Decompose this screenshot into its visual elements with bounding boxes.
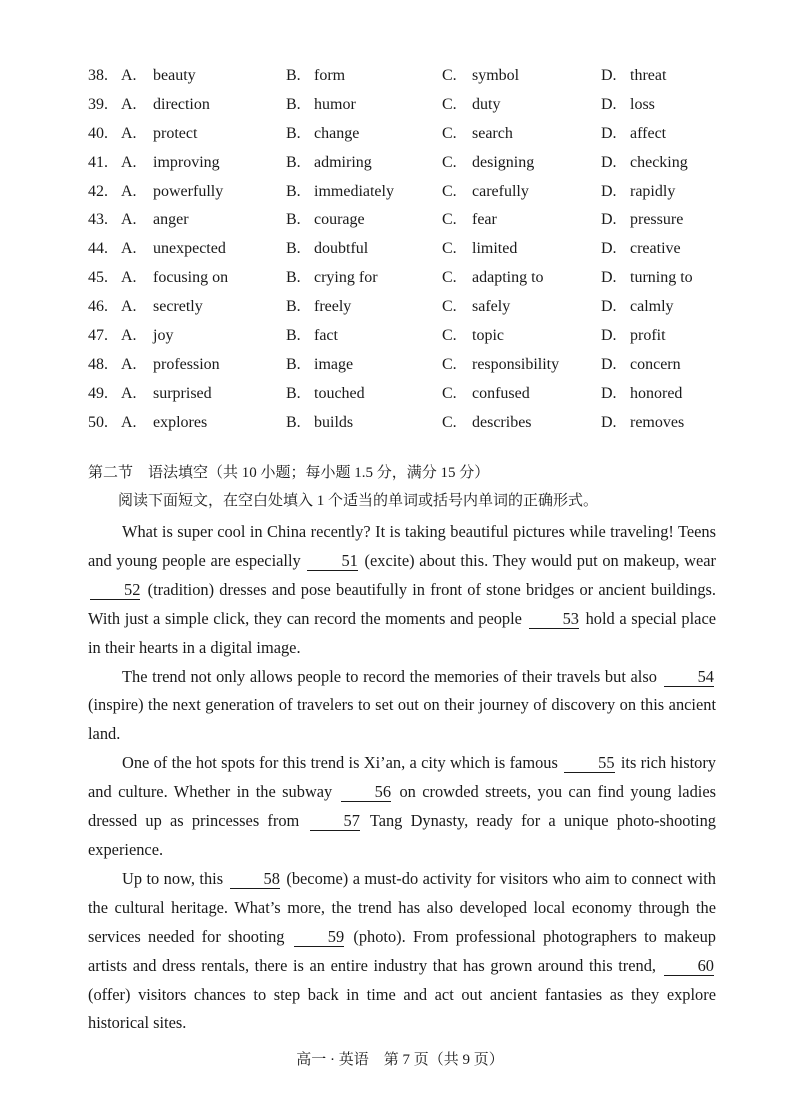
option-row	[88, 62, 728, 91]
option-d: calmly	[630, 298, 674, 316]
option-a: secretly	[153, 298, 203, 316]
option-letter-d: D.	[601, 182, 617, 200]
option-a: joy	[153, 327, 174, 345]
blank-56: 56	[341, 783, 391, 802]
question-number: 45.	[88, 269, 108, 287]
option-letter-a: A.	[121, 327, 137, 345]
option-row	[88, 235, 728, 264]
option-a: direction	[153, 95, 210, 113]
question-number: 49.	[88, 384, 108, 402]
text: What is super cool in China recently? It is taking beautiful pictures while traveling! Teens and young people are especially	[88, 522, 716, 570]
option-letter-a: A.	[121, 240, 137, 258]
option-row	[88, 149, 728, 178]
question-number: 47.	[88, 327, 108, 345]
option-d: creative	[630, 240, 681, 258]
option-letter-d: D.	[601, 327, 617, 345]
option-b: freely	[314, 298, 352, 316]
option-letter-c: C.	[442, 211, 457, 229]
option-letter-b: B.	[286, 95, 301, 113]
option-a: beauty	[153, 67, 196, 84]
option-letter-d: D.	[601, 67, 617, 84]
options-table	[88, 62, 728, 438]
option-d: turning to	[630, 269, 693, 287]
option-letter-b: B.	[286, 124, 301, 142]
option-letter-a: A.	[121, 269, 137, 287]
question-number: 43.	[88, 211, 108, 229]
option-b: doubtful	[314, 240, 369, 258]
option-b: humor	[314, 95, 356, 113]
option-letter-c: C.	[442, 124, 457, 142]
option-letter-a: A.	[121, 355, 137, 373]
blank-54: 54	[664, 668, 714, 687]
option-row	[88, 178, 728, 207]
option-row	[88, 206, 728, 235]
text: (tradition) dresses and pose beautifully in front of stone bridges or ancient buildings. With just a simple click, they can record the moments and people	[88, 579, 716, 628]
option-d: removes	[630, 413, 685, 431]
option-letter-b: B.	[286, 355, 301, 373]
option-letter-a: A.	[121, 182, 137, 200]
option-b: crying for	[314, 269, 378, 287]
option-c: safely	[472, 298, 511, 316]
option-d: profit	[630, 327, 666, 345]
question-number: 44.	[88, 240, 108, 258]
option-a: explores	[153, 413, 208, 431]
option-letter-d: D.	[601, 153, 617, 171]
blank-55: 55	[564, 754, 614, 773]
question-number: 41.	[88, 153, 108, 171]
paragraph-2	[88, 663, 716, 750]
question-number: 42.	[88, 182, 108, 200]
option-a: unexpected	[153, 240, 226, 258]
option-letter-b: B.	[286, 269, 301, 287]
passage	[88, 518, 716, 1038]
question-number: 40.	[88, 124, 108, 142]
option-letter-b: B.	[286, 211, 301, 229]
option-letter-b: B.	[286, 327, 301, 345]
option-a: anger	[153, 211, 189, 229]
option-c: fear	[472, 211, 497, 229]
option-d: rapidly	[630, 182, 676, 200]
option-c: symbol	[472, 67, 520, 84]
option-c: carefully	[472, 182, 529, 200]
option-row	[88, 351, 728, 380]
option-a: profession	[153, 355, 220, 373]
text: One of the hot spots for this trend is Xi’an, a city which is famous	[122, 753, 558, 773]
section-instruction: 阅读下面短文，在空白处填入 1 个适当的单词或括号内单词的正确形式。	[118, 493, 599, 509]
option-row	[88, 91, 728, 120]
option-b: courage	[314, 211, 365, 229]
option-d: honored	[630, 384, 683, 402]
option-letter-a: A.	[121, 384, 137, 402]
option-b: form	[314, 67, 346, 84]
blank-51: 51	[307, 552, 357, 571]
option-letter-a: A.	[121, 298, 137, 316]
option-letter-d: D.	[601, 211, 617, 229]
option-letter-c: C.	[442, 327, 457, 345]
question-number: 46.	[88, 298, 108, 316]
option-row	[88, 120, 728, 149]
blank-53: 53	[529, 610, 579, 629]
option-letter-d: D.	[601, 384, 617, 402]
option-b: admiring	[314, 153, 372, 171]
option-letter-a: A.	[121, 95, 137, 113]
text: Tang Dynasty, ready for a unique photo-shooting experience.	[88, 811, 716, 859]
option-b: builds	[314, 413, 354, 431]
blank-59: 59	[294, 928, 344, 947]
text: (excite) about this. They would put on makeup, wear	[364, 550, 716, 570]
option-letter-d: D.	[601, 298, 617, 316]
option-a: powerfully	[153, 182, 224, 200]
option-letter-b: B.	[286, 298, 301, 316]
option-letter-d: D.	[601, 124, 617, 142]
text: hold a special place in their hearts in a digital image.	[88, 608, 716, 657]
option-letter-c: C.	[442, 153, 457, 171]
option-a: improving	[153, 153, 220, 171]
option-d: threat	[630, 67, 667, 84]
option-row	[88, 293, 728, 322]
option-row	[88, 409, 728, 438]
question-number: 39.	[88, 95, 108, 113]
page-footer: 高一 · 英语 第 7 页（共 9 页）	[296, 1052, 504, 1068]
text: (inspire) the next generation of travelers to set out on their journey of discovery on this ancient land.	[88, 695, 716, 744]
option-letter-c: C.	[442, 67, 457, 84]
option-b: change	[314, 124, 360, 142]
text: (become) a must-do activity for visitors who aim to connect with the cultural heritage. What’s more, the trend has also developed local economy through the services needed for shooting	[88, 868, 716, 946]
blank-57: 57	[310, 812, 360, 831]
option-letter-c: C.	[442, 269, 457, 287]
option-letter-b: B.	[286, 384, 301, 402]
option-letter-c: C.	[442, 182, 457, 200]
option-letter-c: C.	[442, 240, 457, 258]
option-row	[88, 380, 728, 409]
option-letter-a: A.	[121, 211, 137, 229]
blank-52: 52	[90, 581, 140, 600]
option-letter-d: D.	[601, 355, 617, 373]
option-letter-c: C.	[442, 413, 457, 431]
option-d: checking	[630, 153, 688, 171]
paragraph-1	[88, 518, 716, 663]
option-b: image	[314, 355, 354, 373]
option-letter-c: C.	[442, 298, 457, 316]
paragraph-3	[88, 749, 716, 865]
option-c: designing	[472, 153, 535, 171]
option-c: adapting to	[472, 269, 544, 287]
option-letter-a: A.	[121, 153, 137, 171]
option-d: concern	[630, 355, 681, 373]
option-letter-c: C.	[442, 355, 457, 373]
option-a: surprised	[153, 384, 212, 402]
question-number: 50.	[88, 413, 108, 431]
text: (offer) visitors chances to step back in time and act out ancient fantasies as they explore historical sites.	[88, 984, 716, 1033]
option-letter-b: B.	[286, 240, 301, 258]
blank-58: 58	[230, 870, 280, 889]
option-letter-b: B.	[286, 67, 301, 84]
option-letter-c: C.	[442, 384, 457, 402]
option-letter-d: D.	[601, 269, 617, 287]
option-letter-b: B.	[286, 182, 301, 200]
option-letter-d: D.	[601, 240, 617, 258]
option-letter-b: B.	[286, 153, 301, 171]
option-letter-a: A.	[121, 67, 137, 84]
option-c: limited	[472, 240, 518, 258]
blank-60: 60	[664, 957, 714, 976]
option-letter-a: A.	[121, 124, 137, 142]
option-c: responsibility	[472, 355, 560, 373]
text: The trend not only allows people to record the memories of their travels but also	[122, 666, 657, 686]
option-c: confused	[472, 384, 530, 402]
question-number: 48.	[88, 355, 108, 373]
option-letter-a: A.	[121, 413, 137, 431]
option-a: focusing on	[153, 269, 229, 287]
option-d: pressure	[630, 211, 684, 229]
option-letter-d: D.	[601, 95, 617, 113]
paragraph-4	[88, 865, 716, 1038]
section-title: 第二节 语法填空（共 10 小题；每小题 1.5 分，满分 15 分）	[88, 465, 490, 481]
text: (photo). From professional photographers to makeup artists and dress rentals, there is an entire industry that has grown around this trend,	[88, 926, 716, 975]
text: its rich history and culture. Whether in the subway	[88, 753, 716, 802]
option-d: loss	[630, 95, 655, 113]
option-letter-d: D.	[601, 413, 617, 431]
option-b: immediately	[314, 182, 394, 200]
option-c: topic	[472, 327, 504, 345]
option-d: affect	[630, 124, 667, 142]
text: on crowded streets, you can find young ladies dressed up as princesses from	[88, 782, 716, 831]
option-b: touched	[314, 384, 365, 402]
option-c: search	[472, 124, 513, 142]
option-a: protect	[153, 124, 198, 142]
question-number: 38.	[88, 67, 108, 84]
option-c: describes	[472, 413, 532, 431]
option-c: duty	[472, 95, 501, 113]
option-b: fact	[314, 327, 338, 345]
option-row	[88, 322, 728, 351]
option-letter-c: C.	[442, 95, 457, 113]
text: Up to now, this	[122, 868, 224, 888]
option-row	[88, 264, 728, 293]
option-letter-b: B.	[286, 413, 301, 431]
